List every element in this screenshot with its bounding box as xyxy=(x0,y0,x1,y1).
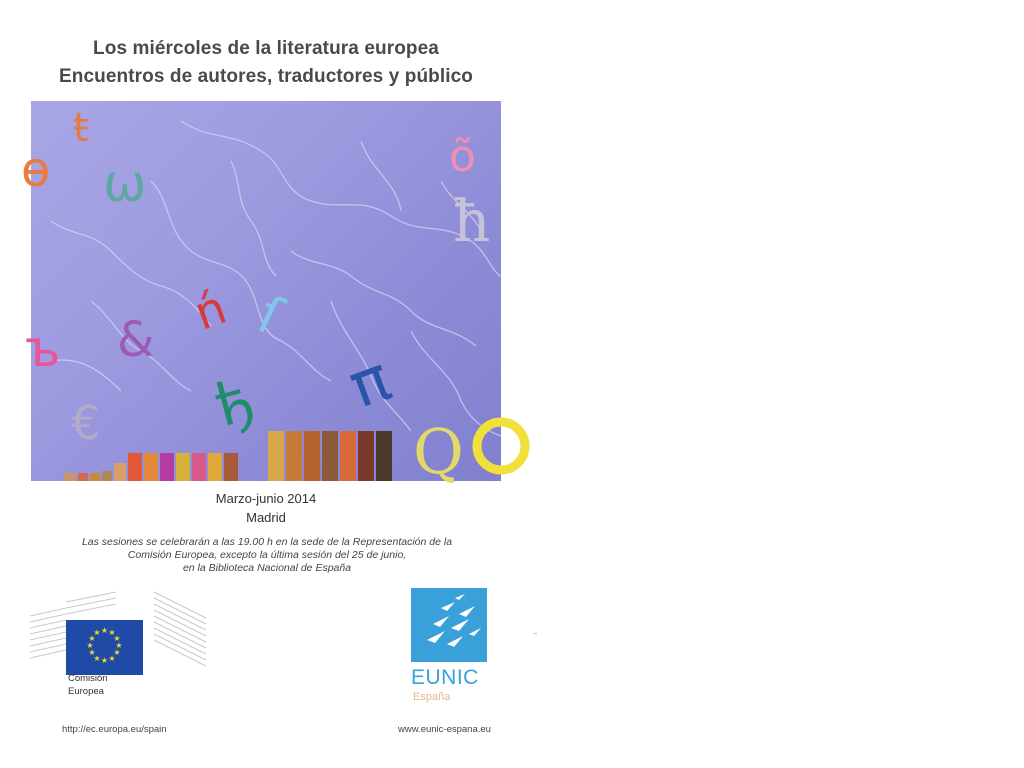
event-date: Marzo-junio 2014 xyxy=(215,491,317,506)
glyph-pi: π xyxy=(339,341,400,423)
svg-text:★: ★ xyxy=(113,634,121,643)
ec-name-line-2: Europea xyxy=(68,686,104,697)
ec-url-link[interactable]: http://ec.europa.eu/spain xyxy=(62,724,167,735)
svg-text:★: ★ xyxy=(108,628,116,637)
glyph-dje: ђ xyxy=(208,365,261,441)
poster-illustration xyxy=(21,101,501,488)
poster-image xyxy=(21,101,501,488)
european-commission-logo xyxy=(30,588,210,703)
glyph-q: Q xyxy=(413,415,464,488)
title-line-1: Los miércoles de la literatura europea xyxy=(93,38,439,59)
yellow-ring-shape xyxy=(477,422,525,470)
birds-icon xyxy=(411,588,487,662)
eunic-country: España xyxy=(413,691,451,703)
svg-text:★: ★ xyxy=(108,654,116,663)
svg-text:★: ★ xyxy=(100,626,109,635)
svg-text:★: ★ xyxy=(115,641,123,650)
svg-text:★: ★ xyxy=(88,648,96,657)
glyph-long-s: ſ xyxy=(248,285,291,348)
svg-text:★: ★ xyxy=(100,656,109,665)
note-line-2: Comisión Europea, excepto la última sesión del 25 de junio, xyxy=(127,549,407,561)
glyph-omega: ω xyxy=(103,154,147,214)
eunic-logo-mark xyxy=(411,588,487,662)
svg-text:★: ★ xyxy=(93,654,101,663)
eunic-url-link[interactable]: www.eunic-espana.eu xyxy=(398,724,491,735)
ec-name-line-1: Comisión xyxy=(68,673,108,684)
eunic-name: EUNIC xyxy=(411,666,479,689)
svg-text:★: ★ xyxy=(86,641,94,650)
glyph-hard-sign: ъ xyxy=(25,320,61,378)
building-lines-right xyxy=(154,592,206,666)
glyph-barred-o: ө xyxy=(21,142,51,198)
glyph-euro: € xyxy=(71,396,101,450)
svg-text:★: ★ xyxy=(93,628,101,637)
glyph-o-tilde: õ xyxy=(449,131,476,182)
note-line-1: Las sesiones se celebrarán a las 19.00 h en la sede de la Representación de la xyxy=(81,536,453,548)
note-line-3: en la Biblioteca Nacional de España xyxy=(182,562,352,574)
svg-text:★: ★ xyxy=(88,634,96,643)
event-city: Madrid xyxy=(246,510,286,525)
glyph-n-acute: ń xyxy=(187,279,234,341)
scan-speck xyxy=(534,633,537,634)
glyph-ampersand: & xyxy=(117,312,155,368)
glyph-t-stroke: ŧ xyxy=(73,105,89,151)
title-line-2: Encuentros de autores, traductores y público xyxy=(58,66,474,87)
glyph-h-stroke: ħ xyxy=(453,187,491,255)
svg-text:★: ★ xyxy=(113,648,121,657)
